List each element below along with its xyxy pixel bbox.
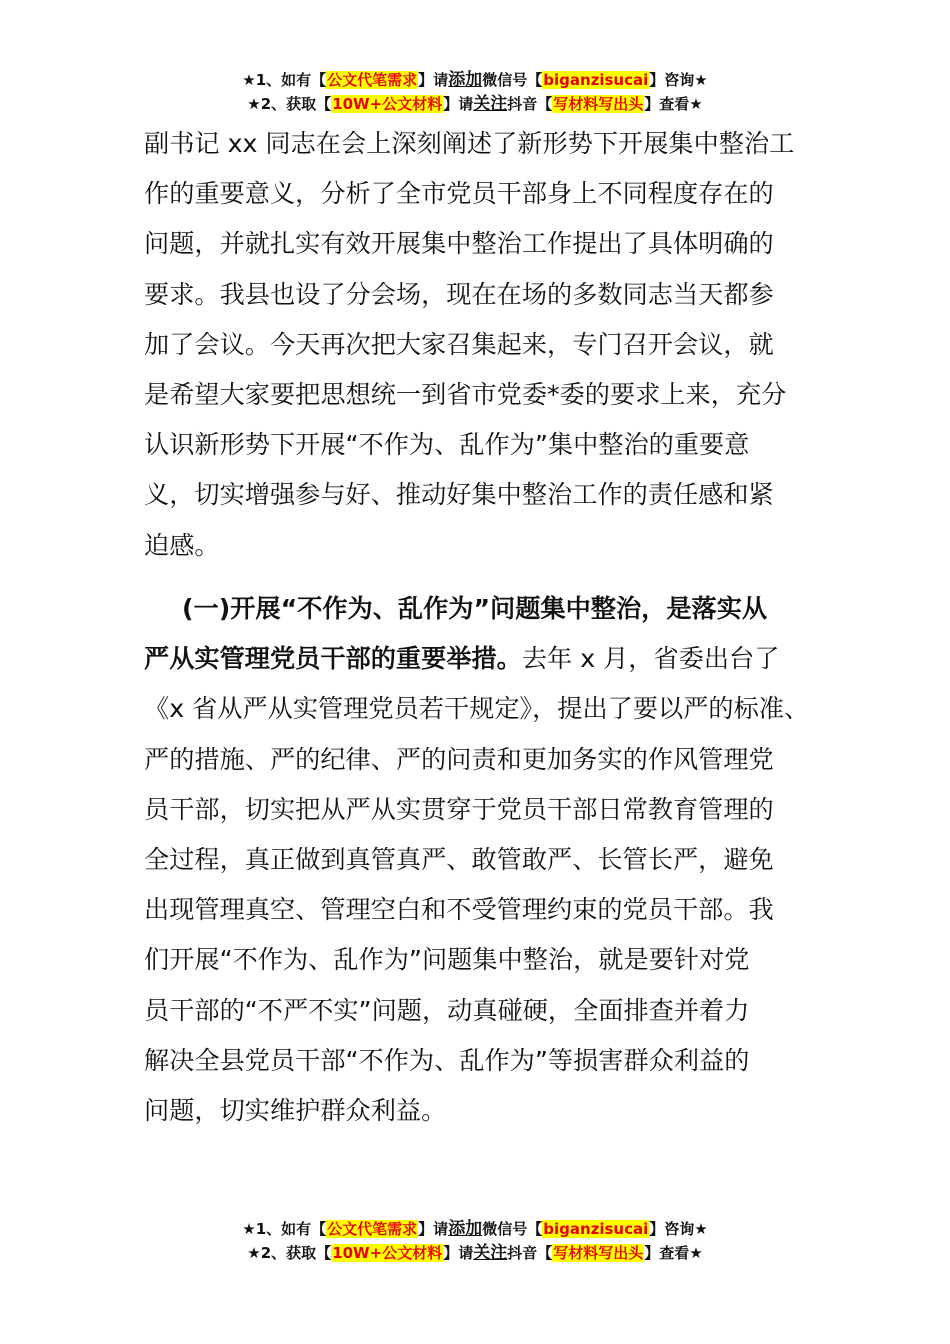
text-line: 问题，并就扎实有效开展集中整治工作提出了具体明确的 (144, 229, 774, 259)
text-line: 义，切实增强参与好、推动好集中整治工作的责任感和紧 (144, 480, 774, 510)
text-line: 问题，切实维护群众利益。 (144, 1095, 447, 1125)
text-line: 员干部的“不严不实”问题，动真碰硬，全面排查并着力 (144, 995, 750, 1025)
banner-text: 微信号【 (482, 71, 543, 89)
highlight-service: 公文代笔需求 (327, 71, 418, 89)
banner-text: 】请 (418, 71, 449, 89)
banner-text: ★1、如有【 (242, 71, 327, 89)
highlight-douyin-id: 写材料写出头 (553, 95, 644, 113)
banner-line-2 (0, 1241, 950, 1265)
text-line: 出现管理真空、管理空白和不受管理约束的党员干部。我 (144, 895, 774, 925)
text-line: 们开展“不作为、乱作为”问题集中整治，就是要针对党 (144, 945, 750, 975)
text-line: 员干部，切实把从严从实贯穿于党员干部日常教育管理的 (144, 794, 774, 824)
banner-text: 】请 (418, 1220, 449, 1238)
paragraph-1 (144, 119, 816, 571)
text-line: 解决全县党员干部“不作为、乱作为”等损害群众利益的 (144, 1045, 750, 1075)
text-line: 加了会议。今天再次把大家召集起来，专门召开会议，就 (144, 329, 774, 359)
text-line: 是希望大家要把思想统一到省市党委*委的要求上来，充分 (144, 379, 787, 409)
text-line: 副书记 xx 同志在会上深刻阐述了新形势下开展集中整治工 (144, 129, 795, 158)
text-line: 迫感。 (144, 530, 220, 560)
banner-line-1 (0, 1217, 950, 1241)
highlight-douyin-id: 写材料写出头 (553, 1244, 644, 1262)
section-heading-cont: 严从实管理党员干部的重要举措。 (144, 644, 522, 674)
highlight-materials: 10W+公文材料 (332, 1244, 443, 1262)
underlined-text: 关注 (473, 1243, 508, 1263)
banner-text: 抖音【 (507, 1244, 553, 1262)
banner-text: ★1、如有【 (242, 1220, 327, 1238)
highlight-wechat-id: biganzisucai (543, 71, 649, 89)
paragraph-2 (144, 584, 816, 1136)
banner-text: 】查看★ (644, 1244, 703, 1262)
banner-text: 】请 (443, 1244, 474, 1262)
banner-text: 】咨询★ (649, 71, 708, 89)
banner-text: 】请 (443, 95, 474, 113)
footer-banner (0, 1217, 950, 1265)
banner-text: 抖音【 (507, 95, 553, 113)
banner-line-1 (0, 68, 950, 92)
underlined-text: 添加 (448, 1219, 483, 1239)
underlined-text: 关注 (473, 94, 508, 114)
text-segment: 去年 x 月，省委出台了 (521, 644, 780, 674)
highlight-wechat-id: biganzisucai (543, 1220, 649, 1238)
banner-text: ★2、获取【 (247, 95, 332, 113)
banner-line-2 (0, 92, 950, 116)
text-line: 全过程，真正做到真管真严、敢管敢严、长管长严，避免 (144, 844, 774, 874)
underlined-text: 添加 (448, 70, 483, 90)
header-banner (0, 68, 950, 116)
banner-text: 】咨询★ (649, 1220, 708, 1238)
text-line (144, 634, 816, 684)
banner-text: 微信号【 (482, 1220, 543, 1238)
text-line: 认识新形势下开展“不作为、乱作为”集中整治的重要意 (144, 430, 750, 460)
highlight-service: 公文代笔需求 (327, 1220, 418, 1238)
text-line: 要求。我县也设了分会场，现在在场的多数同志当天都参 (144, 279, 774, 309)
text-line: 作的重要意义，分析了全市党员干部身上不同程度存在的 (144, 179, 774, 209)
text-line: 严的措施、严的纪律、严的问责和更加务实的作风管理党 (144, 744, 774, 774)
section-heading: (一)开展“不作为、乱作为”问题集中整治，是落实从 (182, 594, 768, 623)
banner-text: ★2、获取【 (247, 1244, 332, 1262)
text-line: 《x 省从严从实管理党员若干规定》，提出了要以严的标准、 (144, 694, 810, 724)
banner-text: 】查看★ (644, 95, 703, 113)
highlight-materials: 10W+公文材料 (332, 95, 443, 113)
